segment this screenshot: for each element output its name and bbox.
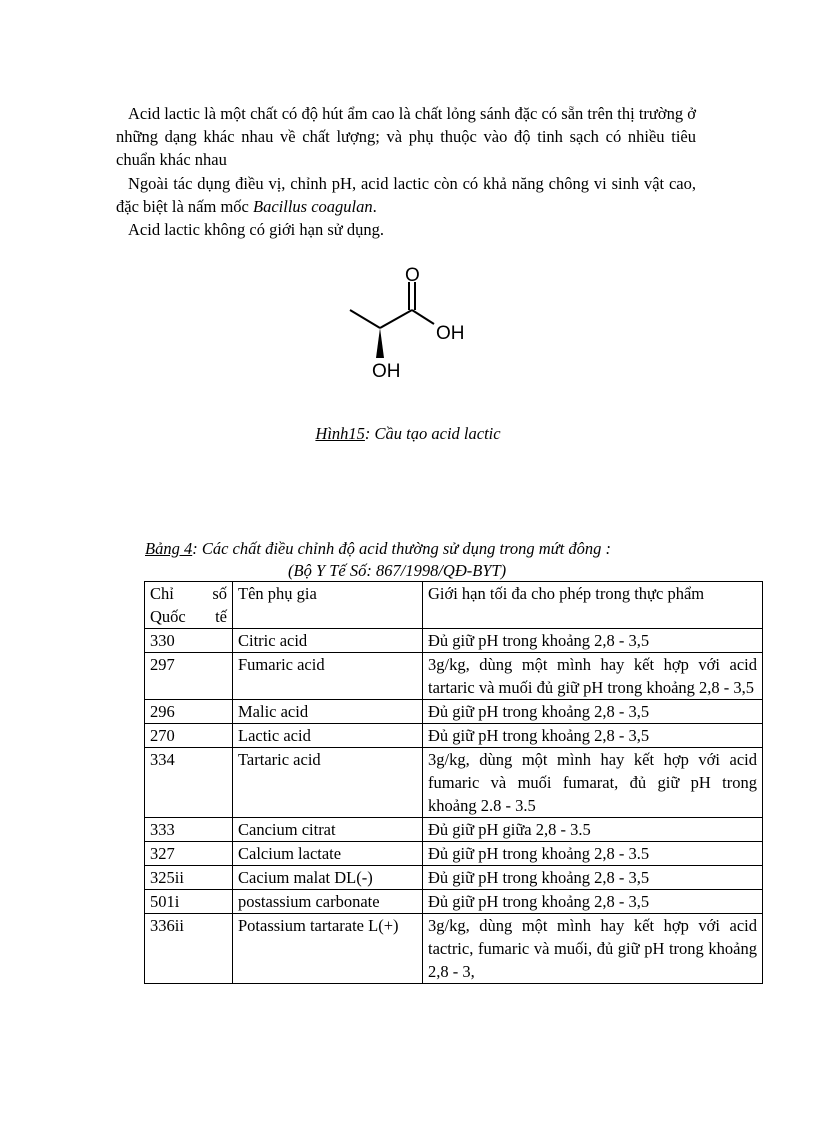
table-row: [145, 890, 763, 914]
paragraph-3: [116, 218, 696, 241]
methyl-bond: [350, 310, 380, 328]
oxygen-label: O: [405, 265, 420, 286]
cell-name: Cancium citrat: [233, 818, 423, 842]
cell-limit: 3g/kg, dùng một mình hay kết hợp với acid tartaric và muối đủ giữ pH trong khoảng 2,8 - 3,5: [423, 653, 763, 700]
table-row: [145, 842, 763, 866]
header-additive-name: Tên phụ gia: [233, 582, 423, 629]
cell-name: Tartaric acid: [233, 748, 423, 818]
paragraph-2: [116, 172, 696, 218]
acid-oh-label: OH: [436, 323, 465, 344]
cell-limit: Đủ giữ pH giữa 2,8 - 3.5: [423, 818, 763, 842]
table-row: [145, 818, 763, 842]
cell-name: Potassium tartarate L(+): [233, 914, 423, 984]
cell-code: 327: [145, 842, 233, 866]
lactic-acid-structure: [330, 258, 500, 388]
cell-code: 297: [145, 653, 233, 700]
cell-code: 501i: [145, 890, 233, 914]
table-title: : Các chất điều chỉnh độ acid thường sử dụng trong mứt đông :: [192, 539, 611, 558]
paragraph-3-text: Acid lactic không có giới hạn sử dụng.: [128, 220, 384, 239]
cell-limit: Đủ giữ pH trong khoảng 2,8 - 3,5: [423, 866, 763, 890]
hydroxyl-bond: [412, 310, 434, 324]
cell-limit: 3g/kg, dùng một mình hay kết hợp với acid tactric, fumaric và muối, đủ giữ pH trong khoảng 2,8 - 3,: [423, 914, 763, 984]
paragraph-2-text: Ngoài tác dụng điều vị, chỉnh pH, acid lactic còn có khả năng chông vi sinh vật cao, đặc biệt là nấm mốc: [116, 174, 696, 216]
cell-name: Cacium malat DL(-): [233, 866, 423, 890]
cell-name: Calcium lactate: [233, 842, 423, 866]
cell-code: 325ii: [145, 866, 233, 890]
carbon-bond: [380, 310, 412, 328]
figure-title: : Cầu tạo acid lactic: [364, 424, 501, 443]
table-caption: [145, 539, 611, 559]
paragraph-2-end: .: [372, 197, 377, 216]
paragraph-1-text: Acid lactic là một chất có độ hút ẩm cao là chất lỏng sánh đặc có sẵn trên thị trường ở những dạng khác nhau về chất lượng; và phụ thuộc vào độ tinh sạch có nhiều tiêu chuẩn khác nhau: [116, 104, 696, 169]
cell-code: 336ii: [145, 914, 233, 984]
cell-name: Lactic acid: [233, 724, 423, 748]
cell-limit: Đủ giữ pH trong khoảng 2,8 - 3,5: [423, 724, 763, 748]
cell-limit: Đủ giữ pH trong khoảng 2,8 - 3,5: [423, 890, 763, 914]
figure-label: Hình15: [315, 424, 365, 443]
cell-name: Fumaric acid: [233, 653, 423, 700]
cell-code: 296: [145, 700, 233, 724]
cell-code: 330: [145, 629, 233, 653]
table-header-row: [145, 582, 763, 629]
cell-name: Malic acid: [233, 700, 423, 724]
table-row: [145, 700, 763, 724]
cell-limit: Đủ giữ pH trong khoảng 2,8 - 3,5: [423, 629, 763, 653]
table-row: [145, 748, 763, 818]
cell-code: 334: [145, 748, 233, 818]
cell-name: Citric acid: [233, 629, 423, 653]
table-row: [145, 629, 763, 653]
header-max-limit: Giới hạn tối đa cho phép trong thực phẩm: [423, 582, 763, 629]
paragraph-1: [116, 102, 696, 171]
oh-label: OH: [372, 361, 401, 382]
cell-name: postassium carbonate: [233, 890, 423, 914]
cell-limit: Đủ giữ pH trong khoảng 2,8 - 3.5: [423, 842, 763, 866]
wedge-bond: [376, 328, 384, 358]
table-row: [145, 914, 763, 984]
species-name: Bacillus coagulan: [253, 197, 373, 216]
table-row: [145, 866, 763, 890]
table-source: (Bộ Y Tế Số: 867/1998/QĐ-BYT): [288, 561, 507, 580]
figure-caption: [0, 424, 816, 444]
table-row: [145, 724, 763, 748]
table-label: Bảng 4: [145, 539, 193, 558]
cell-limit: Đủ giữ pH trong khoảng 2,8 - 3,5: [423, 700, 763, 724]
header-code: Chỉ số Quốc tế: [145, 582, 233, 629]
cell-code: 270: [145, 724, 233, 748]
cell-code: 333: [145, 818, 233, 842]
acid-regulators-table: [144, 581, 763, 984]
table-row: [145, 653, 763, 700]
cell-limit: 3g/kg, dùng một mình hay kết hợp với acid fumaric và muối fumarat, đủ giữ pH trong khoảng 2.8 - 3.5: [423, 748, 763, 818]
